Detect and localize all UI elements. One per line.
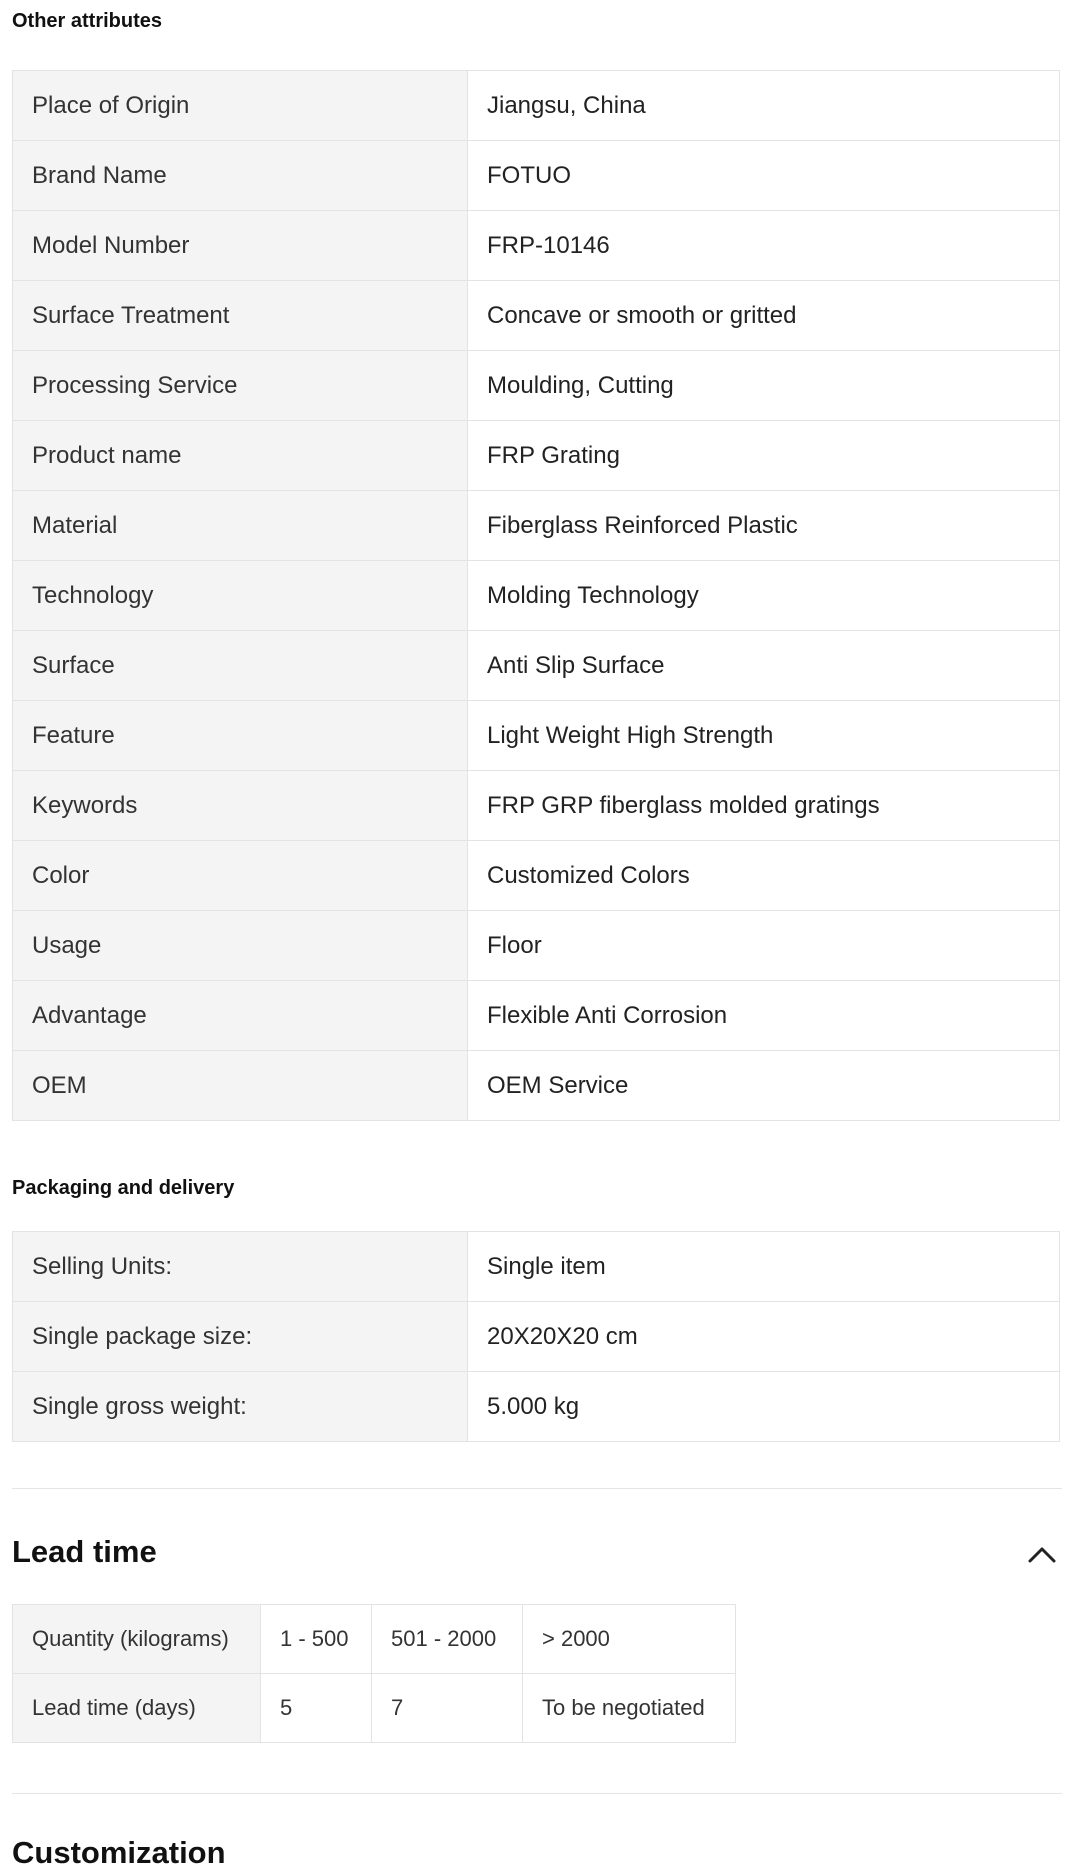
attribute-value: FOTUO [468,141,1060,211]
attribute-value: Flexible Anti Corrosion [468,981,1060,1051]
attribute-label: Feature [13,701,468,771]
attribute-value: Customized Colors [468,841,1060,911]
attribute-label: Keywords [13,771,468,841]
attribute-value: 5.000 kg [468,1372,1060,1442]
attribute-row [13,491,1060,561]
attribute-value: Fiberglass Reinforced Plastic [468,491,1060,561]
attribute-row [13,841,1060,911]
lead-time-header-cell: Lead time (days) [13,1674,261,1743]
quantity-range-cell: 1 - 500 [261,1605,372,1674]
attribute-row [13,911,1060,981]
attribute-value: FRP-10146 [468,211,1060,281]
attribute-value: FRP Grating [468,421,1060,491]
attribute-label: Surface Treatment [13,281,468,351]
packaging-table [12,1231,1060,1442]
attribute-value: Moulding, Cutting [468,351,1060,421]
other-attributes-heading: Other attributes [12,10,163,32]
attribute-row [13,1302,1060,1372]
lead-time-quantity-row [13,1605,736,1674]
attribute-row [13,141,1060,211]
lead-time-days-cell: To be negotiated [523,1674,736,1743]
lead-time-title: Lead time [12,1534,157,1569]
lead-time-days-cell: 5 [261,1674,372,1743]
lead-time-days-row [13,1674,736,1743]
attribute-value: Light Weight High Strength [468,701,1060,771]
quantity-range-cell: > 2000 [523,1605,736,1674]
attribute-label: Surface [13,631,468,701]
attribute-row [13,351,1060,421]
attribute-value: OEM Service [468,1051,1060,1121]
lead-time-days-cell: 7 [372,1674,523,1743]
attribute-row [13,631,1060,701]
attribute-value: Floor [468,911,1060,981]
packaging-heading: Packaging and delivery [12,1177,235,1199]
attribute-value: Concave or smooth or gritted [468,281,1060,351]
quantity-header-cell: Quantity (kilograms) [13,1605,261,1674]
attribute-row [13,71,1060,141]
attribute-value: Jiangsu, China [468,71,1060,141]
attribute-label: Selling Units: [13,1232,468,1302]
attribute-label: Advantage [13,981,468,1051]
customization-title: Customization [12,1835,226,1870]
section-divider [12,1793,1062,1794]
attribute-label: Usage [13,911,468,981]
lead-time-table [12,1604,736,1743]
attribute-row [13,421,1060,491]
attribute-label: OEM [13,1051,468,1121]
section-divider [12,1488,1062,1489]
attribute-row [13,561,1060,631]
quantity-range-cell: 501 - 2000 [372,1605,523,1674]
attribute-row [13,1372,1060,1442]
attribute-label: Processing Service [13,351,468,421]
attribute-row [13,701,1060,771]
attribute-row [13,981,1060,1051]
attribute-value: Anti Slip Surface [468,631,1060,701]
attribute-label: Place of Origin [13,71,468,141]
attribute-label: Material [13,491,468,561]
attribute-label: Single gross weight: [13,1372,468,1442]
attribute-label: Product name [13,421,468,491]
chevron-up-icon[interactable] [1024,1540,1060,1570]
attribute-label: Technology [13,561,468,631]
attribute-label: Brand Name [13,141,468,211]
attribute-row [13,771,1060,841]
attribute-label: Model Number [13,211,468,281]
attribute-row [13,211,1060,281]
attribute-label: Single package size: [13,1302,468,1372]
attribute-value: 20X20X20 cm [468,1302,1060,1372]
attribute-row [13,1232,1060,1302]
attribute-value: Single item [468,1232,1060,1302]
other-attributes-table [12,70,1060,1121]
attribute-value: Molding Technology [468,561,1060,631]
attribute-row [13,281,1060,351]
attribute-row [13,1051,1060,1121]
attribute-value: FRP GRP fiberglass molded gratings [468,771,1060,841]
attribute-label: Color [13,841,468,911]
